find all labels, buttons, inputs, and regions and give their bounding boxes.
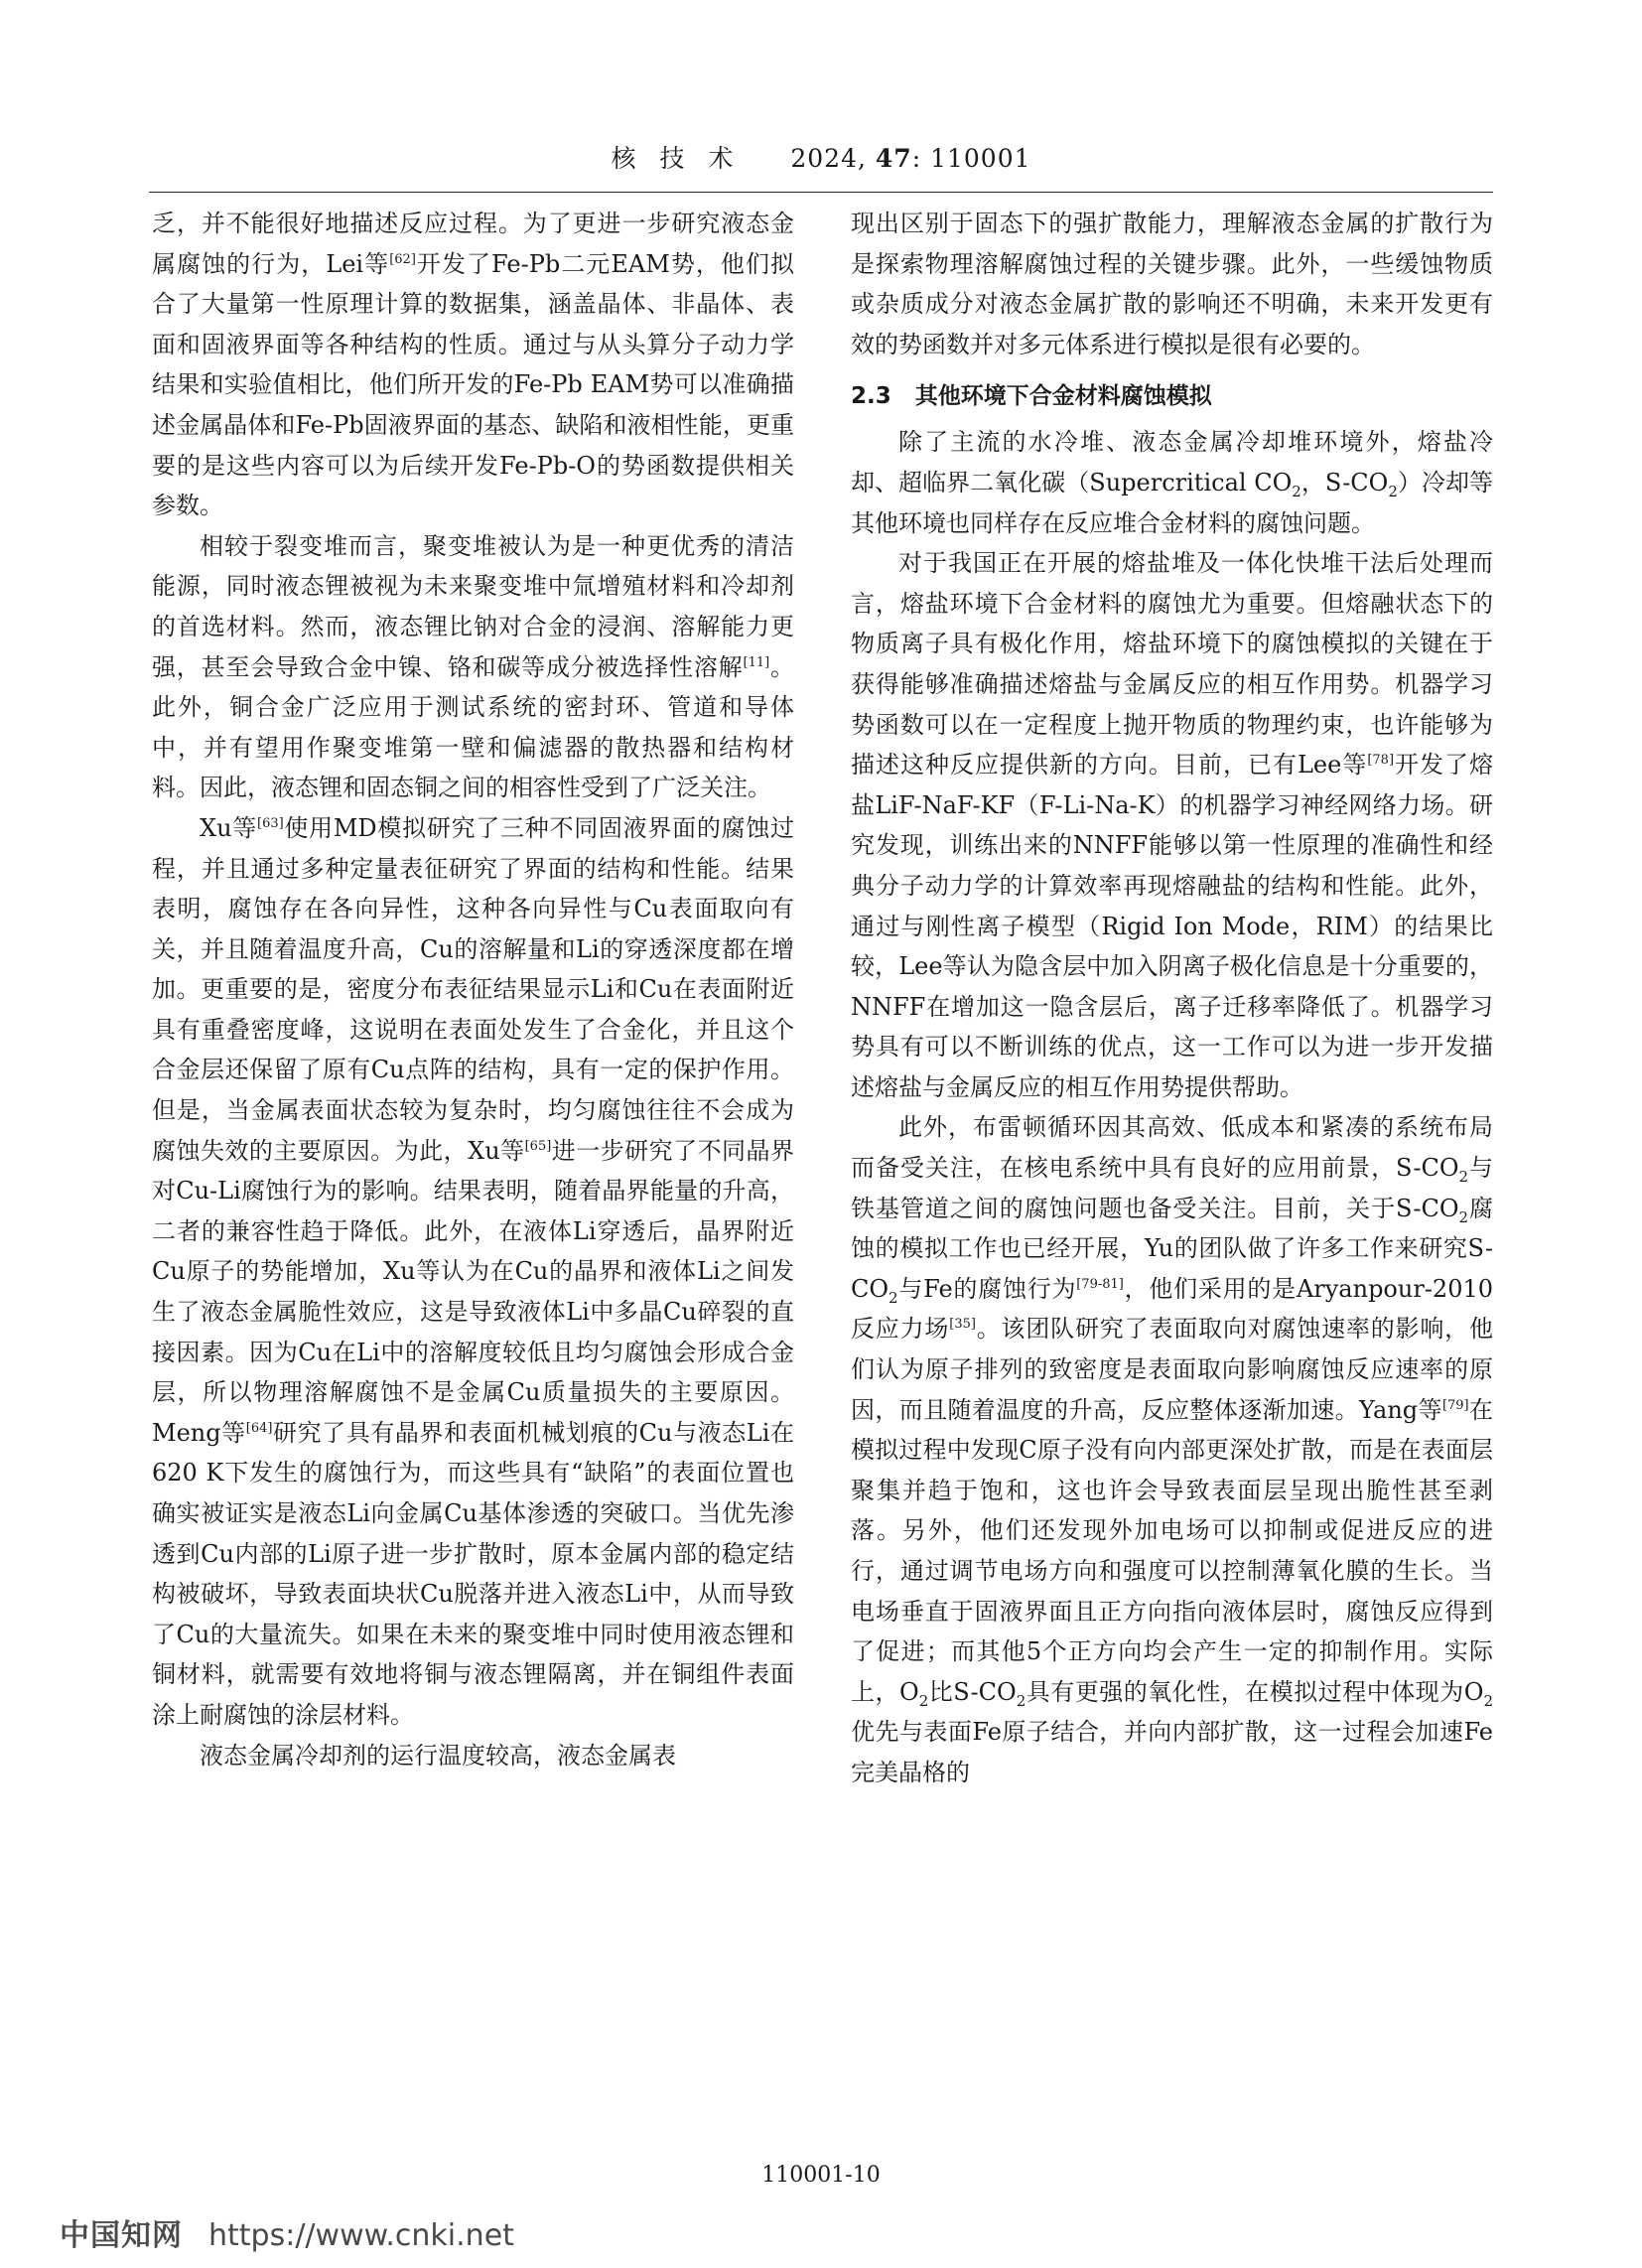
right-column — [851, 204, 1493, 1793]
footer-brand: 中国知网 — [60, 2218, 183, 2253]
page-number: 110001-10 — [761, 2163, 881, 2188]
citation: [35] — [949, 1317, 976, 1333]
footer-watermark — [60, 2210, 514, 2254]
paragraph: 除了主流的水冷堆、液态金属冷却堆环境外，熔盐冷却、超临界二氧化碳（Supercritical $CO_2$，$S-CO_2$）冷却等其他环境也同样存在反应堆合金材料的腐蚀问题。 — [851, 428, 1494, 537]
paragraph: 对于我国正在开展的熔盐堆及一体化快堆干法后处理而言，熔盐环境下合金材料的腐蚀尤为重要。但熔融状态下的物质离子具有极化作用，熔盐环境下的腐蚀模拟的关键在于获得能够准确描述熔盐与金属反应的相互作用势。机器学习势函数可以在一定程度上抛开物质的物理约束，也许能够为描述这种反应提供新的方向。目前，已有Lee等[78]开发了熔盐LiF-NaF-KF（F-Li-Na-K）的机器学习神经网络力场。研究发现，训练出来的NNFF能够以第一性原理的准确性和经典分子动力学的计算效率再现熔融盐的结构和性能。此外，通过与刚性离子模型（Rigid Ion Mode，RIM）的结果比较，Lee等认为隐含层中加入阴离子极化信息是十分重要的，NNFF在增加这一隐含层后，离子迁移率降低了。机器学习势具有可以不断训练的优点，这一工作可以为进一步开发描述熔盐与金属反应的相互作用势提供帮助。 — [851, 549, 1494, 1101]
footer-url[interactable]: https://www.cnki.net — [208, 2218, 514, 2253]
paragraph: 现出区别于固态下的强扩散能力，理解液态金属的扩散行为是探索物理溶解腐蚀过程的关键步骤。此外，一些缓蚀物质或杂质成分对液态金属扩散的影响还不明确，未来开发更有效的势函数并对多元体系进行模拟是很有必要的。 — [851, 210, 1493, 358]
journal-name: 核 技 术 — [611, 144, 742, 173]
paragraph: Xu等[63]使用MD模拟研究了三种不同固液界面的腐蚀过程，并且通过多种定量表征研究了界面的结构和性能。结果表明，腐蚀存在各向异性，这种各向异性与Cu表面取向有关，并且随着温度升高，Cu的溶解量和Li的穿透深度都在增加。更重要的是，密度分布表征结果显示Li和Cu在表面附近具有重叠密度峰，这说明在表面处发生了合金化，并且这个合金层还保留了原有Cu点阵的结构，具有一定的保护作用。但是，当金属表面状态较为复杂时，均匀腐蚀往往不会成为腐蚀失效的主要原因。为此，Xu等[65]进一步研究了不同晶界对Cu-Li腐蚀行为的影响。结果表明，随着晶界能量的升高，二者的兼容性趋于降低。此外，在液体Li穿透后，晶界附近Cu原子的势能增加，Xu等认为在Cu的晶界和液体Li之间发生了液态金属脆性效应，这是导致液体Li中多晶Cu碎裂的直接因素。因为Cu在Li中的溶解度较低且均匀腐蚀会形成合金层，所以物理溶解腐蚀不是金属Cu质量损失的主要原因。Meng等[64]研究了具有晶界和表面机械划痕的Cu与液态Li在620 K下发生的腐蚀行为，而这些具有“缺陷”的表面位置也确实被证实是液态Li向金属Cu基体渗透的突破口。当优先渗透到Cu内部的Li原子进一步扩散时，原本金属内部的稳定结构被破坏，导致表面块状Cu脱落并进入液态Li中，从而导致了Cu的大量流失。如果在未来的聚变堆中同时使用液态锂和铜材料，就需要有效地将铜与液态锂隔离，并在铜组件表面涂上耐腐蚀的涂层材料。 — [152, 813, 795, 1729]
citation: [79-81] — [1076, 1276, 1124, 1292]
paragraph: 乏，并不能很好地描述反应过程。为了更进一步研究液态金属腐蚀的行为，Lei等[62]开发了Fe-Pb二元EAM势，他们拟合了大量第一性原理计算的数据集，涵盖晶体、非晶体、表面和固液界面等各种结构的性质。通过与从头算分子动力学结果和实验值相比，他们所开发的Fe-Pb EAM势可以准确描述金属晶体和Fe-Pb固液界面的基态、缺陷和液相性能，更重要的是这些内容可以为后续开发Fe-Pb-O的势函数提供相关参数。 — [152, 210, 794, 520]
citation: [78] — [1367, 753, 1395, 769]
citation: [11] — [743, 654, 770, 670]
left-column — [152, 204, 794, 1775]
citation: [79] — [1441, 1397, 1469, 1413]
running-header — [149, 139, 1493, 183]
paragraph: 此外，布雷顿循环因其高效、低成本和紧凑的系统布局而备受关注，在核电系统中具有良好的应用前景，$S-CO_2$与铁基管道之间的腐蚀问题也备受关注。目前，关于$S-CO_2$腐蚀的模拟工作也已经开展，Yu的团队做了许多工作来研究$S-CO_2$与Fe的腐蚀行为[79-81]，他们采用的是Aryanpour-2010反应力场[35]。该团队研究了表面取向对腐蚀速率的影响，他们认为原子排列的致密度是表面取向影响腐蚀反应速率的原因，而且随着温度的升高，反应整体逐渐加速。Yang等[79]在模拟过程中发现C原子没有向内部更深处扩散，而是在表面层聚集并趋于饱和，这也许会导致表面层呈现出脆性甚至剥落。另外，他们还发现外加电场可以抑制或促进反应的进行，通过调节电场方向和强度可以控制薄氧化膜的生长。当电场垂直于固液界面且正方向指向液体层时，腐蚀反应得到了促进；而其他5个正方向均会产生一定的抑制作用。实际上，$O_2$比$S-CO_2$具有更强的氧化性，在模拟过程中体现为$O_2$优先与表面Fe原子结合，并向内部扩散，这一过程会加速Fe完美晶格的 — [851, 1113, 1494, 1786]
citation-article-no: : 110001 — [911, 144, 1031, 173]
section-number: 2.3 — [851, 383, 891, 410]
citation-volume: 47 — [875, 144, 912, 173]
header-rule — [149, 192, 1493, 193]
paragraph: 液态金属冷却剂的运行温度较高，液态金属表 — [200, 1741, 676, 1770]
paragraph: 相较于裂变堆而言，聚变堆被认为是一种更优秀的清洁能源，同时液态锂被视为未来聚变堆中氚增殖材料和冷却剂的首选材料。然而，液态锂比钠对合金的浸润、溶解能力更强，甚至会导致合金中镍、铬和碳等成分被选择性溶解[11]。此外，铜合金广泛应用于测试系统的密封环、管道和导体中，并有望用作聚变堆第一壁和偏滤器的散热器和结构材料。因此，液态锂和固态铜之间的相容性受到了广泛关注。 — [152, 531, 794, 802]
citation: [63] — [257, 815, 284, 831]
citation: [64] — [245, 1420, 273, 1436]
citation-year: 2024, — [790, 144, 876, 173]
citation: [65] — [524, 1138, 552, 1154]
section-heading — [851, 376, 1493, 416]
section-title: 其他环境下合金材料腐蚀模拟 — [914, 383, 1212, 410]
citation: [62] — [389, 251, 416, 267]
